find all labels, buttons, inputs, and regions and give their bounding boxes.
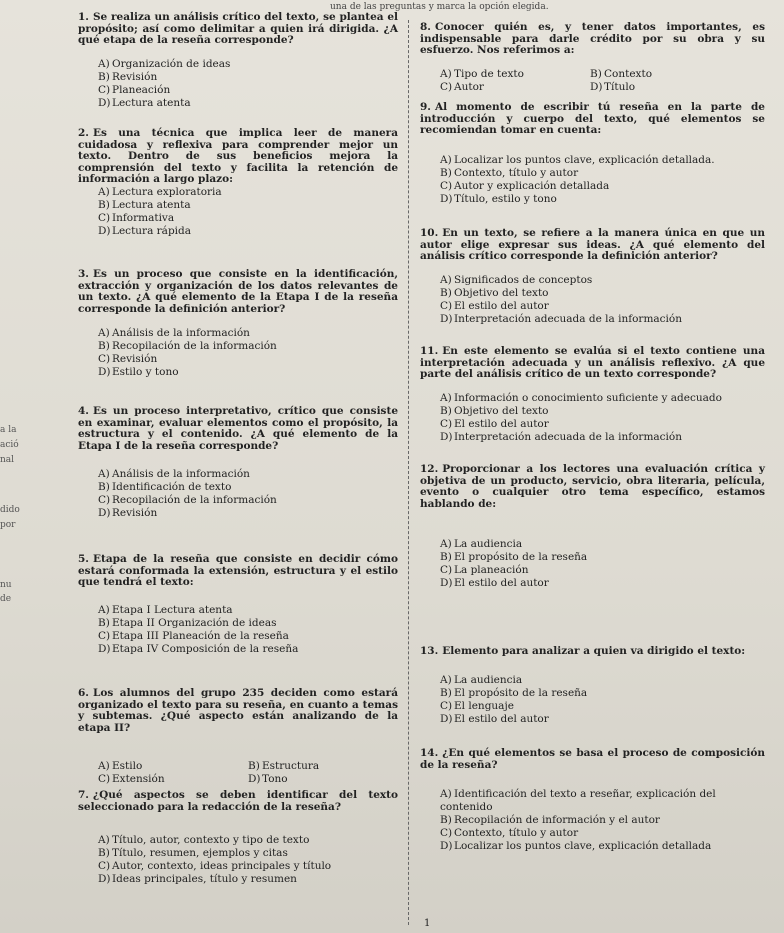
- options-list: [98, 186, 402, 238]
- option-b[interactable]: B) Objetivo del texto: [440, 287, 549, 299]
- option-a[interactable]: A) Localizar los puntos clave, explicación detallada.: [440, 154, 715, 166]
- question-number: 8.: [420, 21, 431, 33]
- edge-fragment: a la: [0, 425, 17, 435]
- option-d[interactable]: D)El estilo del autor: [440, 577, 549, 589]
- question-8: [420, 21, 765, 93]
- option-a[interactable]: A) Tipo de texto: [440, 68, 524, 80]
- question-stem: Proporcionar a los lectores una evaluación crítica y objetiva de un producto, servicio, obra literaria, película, evento o cualquier otro tema específico, estamos hablando de:: [420, 463, 765, 510]
- option-a[interactable]: A) Estilo: [98, 760, 143, 772]
- options-list: [98, 604, 402, 656]
- edge-fragment: nu: [0, 580, 12, 590]
- question-7: [78, 789, 398, 885]
- page-number: 1: [424, 918, 431, 929]
- options-list: [98, 760, 402, 786]
- question-5: [78, 553, 398, 655]
- option-b[interactable]: B) Contexto, título y autor: [440, 167, 579, 179]
- option-b[interactable]: B) El propósito de la reseña: [440, 687, 588, 699]
- question-number: 10.: [420, 227, 439, 239]
- question-number: 5.: [78, 553, 89, 565]
- question-14: [420, 747, 765, 852]
- options-list: [440, 674, 768, 726]
- option-b[interactable]: B) Objetivo del texto: [440, 405, 549, 417]
- option-c[interactable]: C) El lenguaje: [440, 700, 514, 712]
- question-1: [78, 11, 398, 109]
- question-stem: Al momento de escribir tú reseña en la parte de introducción y cuerpo del texto, qué elementos se recomiendan tomar en cuenta:: [420, 101, 765, 136]
- option-b[interactable]: B) Etapa II Organización de ideas: [98, 617, 277, 629]
- option-c[interactable]: C) El estilo del autor: [440, 300, 549, 312]
- edge-fragment: nal: [0, 455, 15, 465]
- option-d[interactable]: D)Título, estilo y tono: [440, 193, 557, 205]
- option-a[interactable]: A) Etapa I Lectura atenta: [98, 604, 233, 616]
- question-stem: Es una técnica que implica leer de manera cuidadosa y reflexiva para comprender mejor un texto. Dentro de sus beneficios mejora la comprensión del texto y facilita la retención de información a largo plazo:: [78, 127, 398, 185]
- question-9: [420, 101, 765, 205]
- option-c[interactable]: C) Planeación: [98, 84, 171, 96]
- option-c[interactable]: C) El estilo del autor: [440, 418, 549, 430]
- question-4: [78, 405, 398, 519]
- column-divider: [408, 20, 409, 925]
- option-c[interactable]: C) Autor, contexto, ideas principales y título: [98, 860, 332, 872]
- question-stem: Es un proceso interpretativo, crítico que consiste en examinar, evaluar elementos como el propósito, la estructura y el contenido. ¿A qué elemento de la Etapa I de la reseña corresponde?: [78, 405, 398, 452]
- option-a[interactable]: A) Organización de ideas: [98, 58, 231, 70]
- question-stem: Se realiza un análisis crítico del texto, se plantea el propósito; así como delimitar a quien irá dirigida. ¿A qué etapa de la reseña corresponde?: [78, 11, 398, 46]
- option-c[interactable]: C) La planeación: [440, 564, 529, 576]
- option-a[interactable]: A) Título, autor, contexto y tipo de texto: [98, 834, 310, 846]
- question-number: 1.: [78, 11, 89, 23]
- question-number: 3.: [78, 268, 89, 280]
- option-d[interactable]: D)Interpretación adecuada de la información: [440, 313, 682, 325]
- option-c[interactable]: C) Contexto, título y autor: [440, 827, 579, 839]
- option-d[interactable]: D)Título: [590, 81, 636, 93]
- option-d[interactable]: D)Interpretación adecuada de la información: [440, 431, 682, 443]
- question-stem: Elemento para analizar a quien va dirigido el texto:: [442, 645, 746, 657]
- option-a[interactable]: A) Lectura exploratoria: [98, 186, 222, 198]
- question-13: [420, 645, 765, 725]
- question-number: 9.: [420, 101, 431, 113]
- option-d[interactable]: D)Lectura rápida: [98, 225, 192, 237]
- option-c[interactable]: C) Extensión: [98, 773, 165, 785]
- question-number: 2.: [78, 127, 89, 139]
- question-number: 4.: [78, 405, 89, 417]
- edge-fragment: dido: [0, 505, 20, 515]
- option-c[interactable]: C) Autor: [440, 81, 484, 93]
- question-stem: En este elemento se evalúa si el texto contiene una interpretación adecuada y un análisis reflexivo. ¿A que parte del análisis crítico de un texto corresponde?: [420, 345, 765, 380]
- options-list: [98, 58, 402, 110]
- option-c[interactable]: C) Recopilación de la información: [98, 494, 277, 506]
- option-b[interactable]: B) Título, resumen, ejemplos y citas: [98, 847, 288, 859]
- question-stem: Es un proceso que consiste en la identificación, extracción y organización de los datos relevantes de un texto. ¿A qué elemento de la Etapa I de la reseña corresponde la definición anterior?: [78, 268, 398, 315]
- option-b[interactable]: B) Estructura: [248, 760, 320, 772]
- edge-fragment: ació: [0, 440, 19, 450]
- option-d[interactable]: D)Tono: [248, 773, 288, 785]
- option-a[interactable]: A) La audiencia: [440, 674, 523, 686]
- option-d[interactable]: D)Lectura atenta: [98, 97, 191, 109]
- option-d[interactable]: D)Localizar los puntos clave, explicación detallada: [440, 840, 712, 852]
- option-d[interactable]: D)Etapa IV Composición de la reseña: [98, 643, 299, 655]
- edge-fragment: de: [0, 594, 12, 604]
- option-c[interactable]: C) Informativa: [98, 212, 175, 224]
- question-2: [78, 127, 398, 237]
- option-a[interactable]: A) Significados de conceptos: [440, 274, 593, 286]
- options-list: [440, 392, 768, 444]
- option-d[interactable]: D)Ideas principales, título y resumen: [98, 873, 297, 885]
- option-c[interactable]: C) Etapa III Planeación de la reseña: [98, 630, 289, 642]
- option-b[interactable]: B) Lectura atenta: [98, 199, 191, 211]
- option-c[interactable]: C) Revisión: [98, 353, 158, 365]
- options-list: [98, 468, 402, 520]
- option-b[interactable]: B) Recopilación de información y el autor: [440, 814, 660, 826]
- question-3: [78, 268, 398, 378]
- edge-fragment: por: [0, 520, 16, 530]
- options-list: [440, 788, 768, 853]
- question-number: 14.: [420, 747, 439, 759]
- question-6: [78, 687, 398, 785]
- option-b[interactable]: B) Revisión: [98, 71, 158, 83]
- question-11: [420, 345, 765, 443]
- option-a[interactable]: A) Información o conocimiento suficiente y adecuado: [440, 392, 722, 404]
- option-b[interactable]: B) Identificación de texto: [98, 481, 232, 493]
- question-number: 13.: [420, 645, 439, 657]
- instructions-header: una de las preguntas y marca la opción elegida.: [330, 2, 549, 12]
- options-list: [440, 154, 768, 206]
- question-stem: Los alumnos del grupo 235 deciden como estará organizado el texto para su reseña, en cuanto a temas y subtemas. ¿Qué aspecto están analizando de la etapa II?: [78, 687, 398, 734]
- option-c[interactable]: C) Autor y explicación detallada: [440, 180, 610, 192]
- question-number: 6.: [78, 687, 89, 699]
- question-number: 11.: [420, 345, 439, 357]
- options-list: [98, 834, 402, 886]
- option-a[interactable]: A) Análisis de la información: [98, 468, 250, 480]
- option-d[interactable]: D)El estilo del autor: [440, 713, 549, 725]
- option-d[interactable]: D)Estilo y tono: [98, 366, 179, 378]
- question-12: [420, 463, 765, 589]
- option-d[interactable]: D)Revisión: [98, 507, 158, 519]
- question-stem: En un texto, se refiere a la manera única en que un autor elige expresar sus ideas. ¿A qué elemento del análisis crítico corresponde la definición anterior?: [420, 227, 765, 262]
- option-b[interactable]: B) El propósito de la reseña: [440, 551, 588, 563]
- question-10: [420, 227, 765, 325]
- options-list: [98, 327, 402, 379]
- option-a[interactable]: A) La audiencia: [440, 538, 523, 550]
- options-list: [440, 274, 768, 326]
- question-stem: ¿Qué aspectos se deben identificar del texto seleccionado para la redacción de la reseña?: [78, 789, 398, 813]
- question-stem: Conocer quién es, y tener datos importantes, es indispensable para darle crédito por su obra y su esfuerzo. Nos referimos a:: [420, 21, 765, 56]
- option-a[interactable]: A) Análisis de la información: [98, 327, 250, 339]
- option-b[interactable]: B) Recopilación de la información: [98, 340, 277, 352]
- question-number: 7.: [78, 789, 89, 801]
- option-a[interactable]: A) Identificación del texto a reseñar, explicación del contenido: [440, 788, 716, 813]
- options-list: [440, 68, 768, 94]
- question-stem: Etapa de la reseña que consiste en decidir cómo estará conformada la extensión, estructura y el estilo que tendrá el texto:: [78, 553, 398, 588]
- options-list: [440, 538, 768, 590]
- option-b[interactable]: B) Contexto: [590, 68, 653, 80]
- question-number: 12.: [420, 463, 439, 475]
- question-stem: ¿En qué elementos se basa el proceso de composición de la reseña?: [420, 747, 765, 771]
